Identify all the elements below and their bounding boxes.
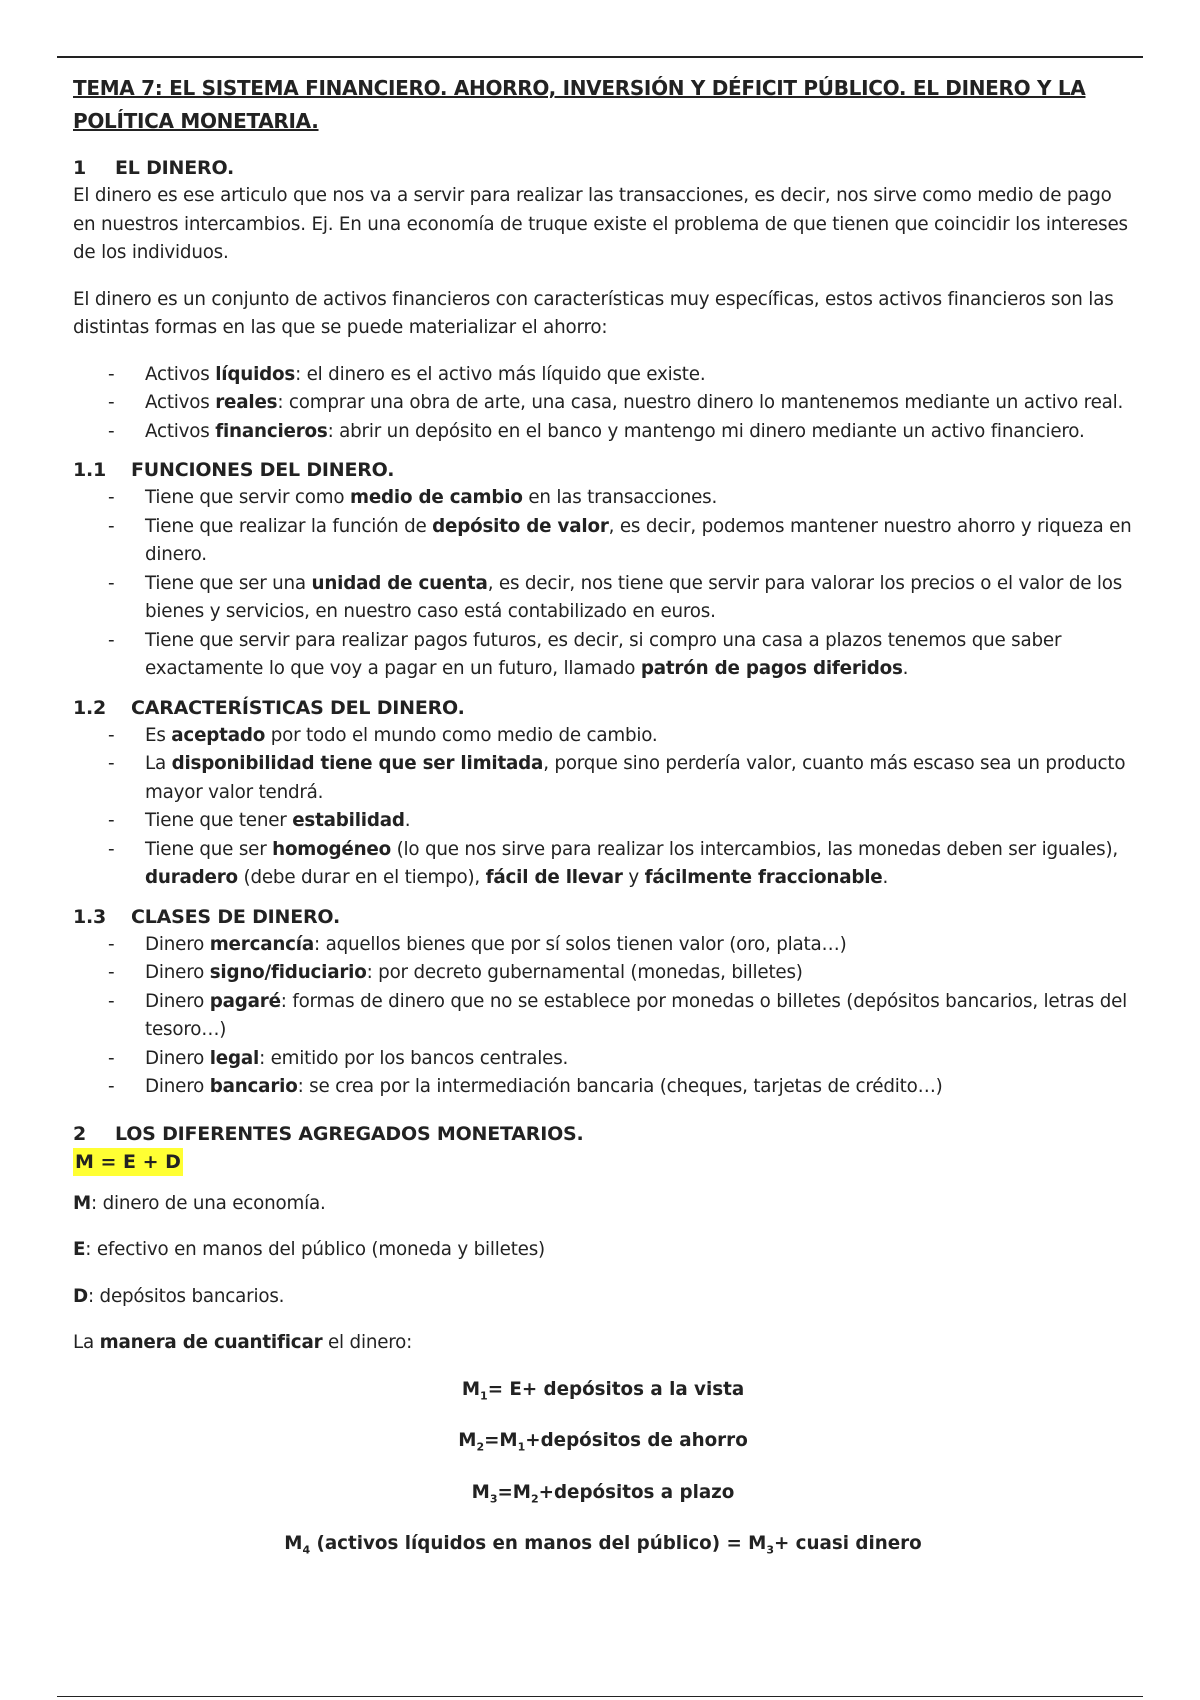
- clases-list: [73, 931, 1133, 1102]
- section-1-3-heading: 1.3 CLASES DE DINERO.: [73, 905, 340, 928]
- section-1-heading: 1 EL DINERO.: [73, 157, 235, 179]
- section-1-paragraph-2: El dinero es un conjunto de activos financieros con características muy específicas, estos activos financieros son las distintas formas en las que se puede materializar el ahorro:: [73, 288, 1114, 338]
- formula-m1: $M_1= E+$ depósitos a la vista: [461, 1378, 745, 1403]
- activos-list: [73, 361, 1133, 447]
- list-item: - Activos líquidos: el dinero es el activo más líquido que existe.: [73, 361, 1133, 390]
- list-item: - Tiene que ser una unidad de cuenta, es decir, nos tiene que servir para valorar los precios o el valor de los bienes y servicios, en nuestro caso está contabilizado en euros.: [73, 570, 1133, 627]
- cuantificar-intro: La manera de cuantificar el dinero:: [73, 1332, 413, 1353]
- list-item: - Activos reales: comprar una obra de arte, una casa, nuestro dinero lo mantenemos mediante un activo real.: [73, 389, 1133, 418]
- list-item: - Tiene que servir como medio de cambio en las transacciones.: [73, 484, 1133, 513]
- section-1-paragraph-1: El dinero es ese articulo que nos va a servir para realizar las transacciones, es decir, nos sirve como medio de pago en nuestros intercambios. Ej. En una economía de truque existe el problema de que tienen que coincidir los intereses de los individuos.: [73, 185, 1128, 263]
- section-2-heading: 2 LOS DIFERENTES AGREGADOS MONETARIOS.: [73, 1122, 584, 1145]
- caracteristicas-list: [73, 722, 1133, 893]
- list-item: - Dinero signo/fiduciario: por decreto gubernamental (monedas, billetes): [73, 959, 1133, 988]
- section-1-2-heading: 1.2 CARACTERÍSTICAS DEL DINERO.: [73, 696, 465, 719]
- list-item: - La disponibilidad tiene que ser limitada, porque sino perdería valor, cuanto más escaso sea un producto mayor valor tendrá.: [73, 750, 1133, 807]
- highlighted-formula: M = E + D: [73, 1148, 183, 1176]
- document-page: [73, 72, 1133, 1582]
- definition-e: E: efectivo en manos del público (moneda y billetes): [73, 1239, 545, 1260]
- list-item: - Activos financieros: abrir un depósito en el banco y mantengo mi dinero mediante un activo financiero.: [73, 418, 1133, 447]
- list-item: - Es aceptado por todo el mundo como medio de cambio.: [73, 722, 1133, 751]
- list-item: - Dinero bancario: se crea por la intermediación bancaria (cheques, tarjetas de crédito…): [73, 1073, 1133, 1102]
- list-item: - Tiene que ser homogéneo (lo que nos sirve para realizar los intercambios, las monedas deben ser iguales), duradero (debe durar en el tiempo), fácil de llevar y fácilmente fraccionable.: [73, 836, 1133, 893]
- funciones-list: [73, 484, 1133, 684]
- list-item: - Tiene que realizar la función de depósito de valor, es decir, podemos mantener nuestro ahorro y riqueza en dinero.: [73, 513, 1133, 570]
- list-item: - Tiene que servir para realizar pagos futuros, es decir, si compro una casa a plazos tenemos que saber exactamente lo que voy a pagar en un futuro, llamado patrón de pagos diferidos.: [73, 627, 1133, 684]
- formula-m4: $M_4$ (activos líquidos en manos del público) = $M_3+$ cuasi dinero: [284, 1533, 922, 1558]
- definition-d: D: depósitos bancarios.: [73, 1285, 285, 1307]
- section-1-1-heading: 1.1 FUNCIONES DEL DINERO.: [73, 459, 395, 481]
- list-item: - Dinero pagaré: formas de dinero que no se establece por monedas o billetes (depósitos bancarios, letras del tesoro…): [73, 988, 1133, 1045]
- definition-m: M: dinero de una economía.: [73, 1192, 326, 1214]
- bottom-rule: [57, 1696, 1143, 1697]
- formula-m2: $M_2=M_1+depósitos$ de ahorro: [458, 1430, 748, 1454]
- list-item: - Dinero mercancía: aquellos bienes que por sí solos tienen valor (oro, plata…): [73, 931, 1133, 960]
- list-item: - Tiene que tener estabilidad.: [73, 807, 1133, 836]
- top-rule: [57, 56, 1143, 58]
- formula-m3: $M_3=M_2+depósitos$ a plazo: [471, 1481, 735, 1506]
- list-item: - Dinero legal: emitido por los bancos centrales.: [73, 1045, 1133, 1074]
- document-title: TEMA 7: EL SISTEMA FINANCIERO. AHORRO, INVERSIÓN Y DÉFICIT PÚBLICO. EL DINERO Y LA POLÍTICA MONETARIA.: [73, 76, 1086, 133]
